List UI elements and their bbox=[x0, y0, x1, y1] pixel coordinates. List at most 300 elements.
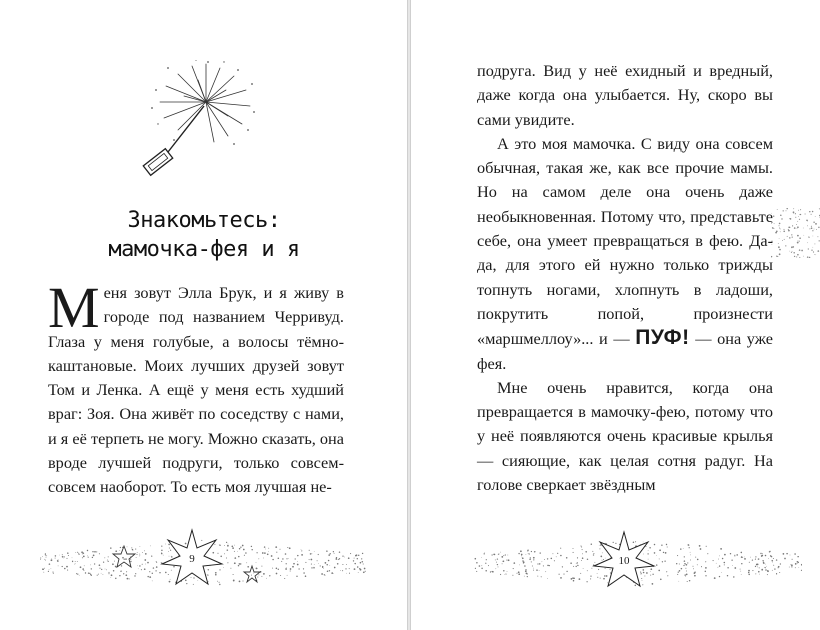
sparkle-dot bbox=[106, 569, 107, 570]
sparkle-dot bbox=[336, 557, 337, 558]
sparkle-dot bbox=[772, 562, 773, 563]
sparkle-dot bbox=[545, 571, 546, 572]
sparkle-dot bbox=[276, 552, 277, 553]
sparkle-dot bbox=[798, 216, 799, 217]
sparkle-dot bbox=[342, 570, 343, 571]
sparkle-dot bbox=[334, 553, 335, 554]
sparkle-dot bbox=[522, 560, 524, 562]
sparkle-dot bbox=[592, 551, 593, 552]
sparkle-dot bbox=[82, 557, 83, 558]
sparkle-dot bbox=[813, 251, 814, 252]
sparkle-dot bbox=[42, 568, 44, 570]
sparkle-dot bbox=[64, 556, 65, 557]
sparkle-dot bbox=[788, 230, 790, 232]
sparkle-dot bbox=[165, 572, 167, 574]
sparkle-dot bbox=[311, 567, 312, 568]
sparkle-dot bbox=[783, 210, 784, 211]
sparkle-dot bbox=[544, 559, 545, 560]
sparkle-dot bbox=[597, 573, 598, 574]
sparkle-dot bbox=[687, 562, 688, 563]
sparkle-dot bbox=[264, 546, 265, 547]
sparkle-dot bbox=[120, 547, 121, 548]
sparkle-dot bbox=[688, 544, 689, 545]
sparkle-dot bbox=[43, 572, 44, 573]
sparkle-dot bbox=[599, 548, 600, 549]
sparkle-dot bbox=[814, 243, 815, 244]
sparkle-dot bbox=[577, 562, 578, 563]
sparkle-dot bbox=[239, 563, 241, 565]
sparkle-dot bbox=[502, 563, 503, 564]
sparkle-dot bbox=[68, 555, 69, 556]
sparkle-dot bbox=[773, 565, 774, 566]
sparkle-dot bbox=[161, 550, 162, 551]
sparkle-dot bbox=[45, 553, 46, 554]
sparkle-dot bbox=[809, 257, 810, 258]
sparkle-dot bbox=[227, 549, 229, 551]
sparkle-dot bbox=[690, 552, 691, 553]
sparkle-dot bbox=[720, 548, 722, 550]
sparkle-dot bbox=[303, 572, 305, 574]
sparkle-dot bbox=[605, 558, 606, 559]
sparkle-dot bbox=[115, 550, 117, 552]
sparkle-dot bbox=[193, 577, 194, 578]
sparkle-dot bbox=[641, 573, 642, 574]
sparkle-dot bbox=[278, 558, 280, 560]
sparkle-dot bbox=[811, 250, 812, 251]
sparkle-dot bbox=[82, 568, 84, 570]
sparkle-dot bbox=[141, 569, 142, 570]
sparkle-dot bbox=[699, 545, 701, 547]
sparkle-dot bbox=[519, 565, 520, 566]
sparkle-dot bbox=[779, 572, 780, 573]
sparkle-dot bbox=[340, 570, 341, 571]
sparkle-dot bbox=[573, 552, 574, 553]
sparkle-dot bbox=[722, 558, 724, 560]
sparkle-dot bbox=[251, 575, 252, 576]
sparkle-dot bbox=[652, 574, 653, 575]
sparkle-dot bbox=[234, 562, 236, 564]
sparkle-dot bbox=[506, 574, 507, 575]
sparkle-dot bbox=[689, 547, 690, 548]
sparkle-dot bbox=[801, 570, 802, 571]
sparkle-dot bbox=[239, 581, 241, 583]
sparkle-dot bbox=[585, 551, 587, 553]
sparkle-dot bbox=[507, 555, 508, 556]
sparkle-dot bbox=[97, 575, 98, 576]
sparkle-dot bbox=[526, 554, 527, 555]
sparkle-dot bbox=[724, 554, 726, 556]
sparkle-dot bbox=[772, 560, 773, 561]
sparkle-dot bbox=[119, 550, 120, 551]
sparkle-dot bbox=[794, 256, 795, 257]
sparkle-dot bbox=[540, 552, 541, 553]
sparkle-dot bbox=[333, 551, 334, 552]
sparkle-dot bbox=[776, 573, 777, 574]
sparkle-dot bbox=[49, 563, 51, 565]
sparkle-dot bbox=[803, 256, 804, 257]
sparkle-dot bbox=[217, 581, 218, 582]
sparkle-dot bbox=[758, 571, 760, 573]
sparkle-dot bbox=[524, 565, 526, 567]
sparkle-dot bbox=[683, 565, 684, 566]
sparkle-dot bbox=[750, 557, 751, 558]
sparkle-dot bbox=[292, 566, 294, 568]
sparkle-dot bbox=[110, 577, 111, 578]
sparkle-dot bbox=[219, 544, 220, 545]
sparkle-dot bbox=[666, 544, 667, 545]
sparkle-dot bbox=[662, 561, 663, 562]
sparkle-dot bbox=[607, 582, 608, 583]
sparkle-dot bbox=[606, 575, 608, 577]
sparkle-dot bbox=[77, 561, 78, 562]
sparkle-dot bbox=[247, 566, 249, 568]
sparkle-dot bbox=[156, 562, 157, 563]
sparkle-dot bbox=[789, 251, 790, 252]
sparkle-dot bbox=[168, 574, 169, 575]
sparkle-dot bbox=[817, 250, 819, 252]
sparkle-dot bbox=[520, 550, 522, 552]
sparkle-dot bbox=[755, 573, 756, 574]
sparkle-dot bbox=[732, 565, 733, 566]
sparkle-dot bbox=[797, 254, 799, 256]
sparkle-dot bbox=[212, 552, 214, 554]
sparkle-dot bbox=[604, 575, 605, 576]
sparkle-dot bbox=[774, 223, 775, 224]
sparkle-dot bbox=[797, 242, 799, 244]
sparkle-dot bbox=[590, 575, 591, 576]
sparkle-dot bbox=[239, 548, 240, 549]
sparkle-dot bbox=[719, 556, 720, 557]
sparkle-dot bbox=[706, 546, 707, 547]
sparkle-dot bbox=[103, 561, 104, 562]
sparkle-dot bbox=[88, 557, 89, 558]
sparkle-dot bbox=[490, 571, 491, 572]
sparkle-dot bbox=[297, 564, 299, 566]
sparkle-dot bbox=[683, 548, 684, 549]
sparkle-dot bbox=[486, 559, 487, 560]
sparkle-dot bbox=[323, 568, 324, 569]
sparkle-dot bbox=[760, 553, 761, 554]
sparkle-dot bbox=[705, 571, 706, 572]
sparkle-dot bbox=[560, 577, 562, 579]
sparkle-dot bbox=[290, 570, 291, 571]
sparkle-dot bbox=[232, 547, 234, 549]
sparkle-dot bbox=[101, 573, 102, 574]
sparkle-dot bbox=[762, 553, 763, 554]
sparkle-dot bbox=[227, 562, 228, 563]
sparkle-dot bbox=[105, 569, 106, 570]
sparkle-dot bbox=[285, 568, 287, 570]
sparkle-dot bbox=[610, 572, 611, 573]
sparkle-dot bbox=[598, 569, 599, 570]
sparkle-dot bbox=[98, 574, 99, 575]
sparkle-dot bbox=[281, 561, 282, 562]
sparkle-dot bbox=[258, 574, 259, 575]
sparkle-dot bbox=[537, 576, 538, 577]
sparkle-dot bbox=[66, 566, 68, 568]
sparkle-dot bbox=[784, 558, 786, 560]
sparkle-dot bbox=[476, 571, 477, 572]
sparkle-dot bbox=[793, 213, 794, 214]
sparkle-dot bbox=[326, 550, 328, 552]
sparkle-dot bbox=[96, 551, 97, 552]
sparkle-dot bbox=[301, 550, 302, 551]
sparkle-dot bbox=[600, 556, 602, 558]
sparkle-dot bbox=[556, 556, 557, 557]
sparkle-dot bbox=[329, 565, 330, 566]
sparkle-dot bbox=[226, 557, 227, 558]
sparkle-dot bbox=[44, 568, 45, 569]
sparkle-dot bbox=[780, 231, 781, 232]
sparkle-dot bbox=[349, 573, 350, 574]
sparkle-dot bbox=[208, 569, 209, 570]
sparkle-dot bbox=[541, 576, 542, 577]
sparkle-dot bbox=[55, 555, 57, 557]
sparkle-dot bbox=[784, 239, 785, 240]
sparkle-dot bbox=[289, 547, 291, 549]
sparkle-dot bbox=[684, 560, 686, 562]
sparkle-dot bbox=[269, 575, 270, 576]
sparkle-dot bbox=[99, 553, 100, 554]
sparkle-dot bbox=[687, 581, 688, 582]
sparkle-dot bbox=[714, 577, 716, 579]
sparkle-dot bbox=[77, 573, 78, 574]
sparkle-dot bbox=[357, 558, 358, 559]
sparkle-dot bbox=[305, 575, 307, 577]
sparkle-dot bbox=[83, 556, 85, 558]
sparkle-dot bbox=[641, 578, 642, 579]
sparkle-dot bbox=[170, 579, 171, 580]
sparkle-dot bbox=[794, 227, 796, 229]
sparkle-dot bbox=[475, 568, 476, 569]
sparkle-dot bbox=[92, 557, 93, 558]
sparkle-dot bbox=[280, 549, 281, 550]
sparkle-dot bbox=[769, 551, 770, 552]
sparkle-dot bbox=[530, 557, 531, 558]
sparkle-dot bbox=[361, 558, 362, 559]
sparkle-dot bbox=[785, 245, 786, 246]
sparkle-dot bbox=[293, 563, 295, 565]
sparkle-dot bbox=[633, 542, 635, 544]
sparkle-dot bbox=[799, 219, 800, 220]
sparkle-dot bbox=[342, 564, 343, 565]
sparkle-dot bbox=[603, 559, 604, 560]
sparkle-dot bbox=[727, 575, 728, 576]
sparkle-dot bbox=[321, 573, 323, 575]
sparkle-dot bbox=[522, 557, 523, 558]
sparkle-dot bbox=[169, 581, 171, 583]
sparkle-dot bbox=[680, 548, 681, 549]
sparkle-dot bbox=[646, 546, 647, 547]
sparkle-dot bbox=[648, 550, 649, 551]
sparkle-dot bbox=[320, 565, 321, 566]
sparkle-dot bbox=[152, 581, 153, 582]
sparkle-dot bbox=[654, 544, 656, 546]
sparkle-dot bbox=[583, 568, 584, 569]
sparkle-dot bbox=[779, 249, 781, 251]
sparkle-dot bbox=[808, 248, 809, 249]
chapter-title-line-2: мамочка-фея и я bbox=[108, 237, 300, 262]
sparkle-dot bbox=[757, 564, 759, 566]
sparkle-dot bbox=[354, 563, 355, 564]
sparkle-dot bbox=[718, 567, 719, 568]
sparkle-dot bbox=[573, 578, 574, 579]
sparkle-dot bbox=[149, 571, 150, 572]
sparkle-dot bbox=[807, 256, 809, 258]
sparkle-dot bbox=[563, 574, 564, 575]
sparkle-dot bbox=[772, 570, 773, 571]
sparkle-dot bbox=[251, 546, 252, 547]
sparkle-dot bbox=[169, 547, 170, 548]
sparkle-dot bbox=[649, 547, 651, 549]
sparkle-dot bbox=[818, 227, 819, 228]
sparkle-dot bbox=[793, 252, 795, 254]
sparkle-dot bbox=[776, 231, 778, 233]
sparkle-dot bbox=[590, 578, 591, 579]
sparkle-dot bbox=[539, 563, 541, 565]
sparkle-dot bbox=[582, 549, 583, 550]
sparkle-dot bbox=[67, 552, 69, 554]
sparkle-dot bbox=[185, 543, 187, 545]
sparkle-dot bbox=[815, 216, 816, 217]
sparkle-dot bbox=[779, 223, 781, 225]
sparkle-dot bbox=[788, 226, 790, 228]
sparkle-dot bbox=[271, 555, 273, 557]
sparkle-dot bbox=[266, 578, 267, 579]
sparkle-dot bbox=[799, 237, 801, 239]
sparkle-dot bbox=[267, 553, 269, 555]
sparkle-dot bbox=[573, 580, 575, 582]
drop-cap: М bbox=[48, 275, 100, 340]
sparkle-dot bbox=[286, 563, 287, 564]
sparkle-dot bbox=[516, 573, 517, 574]
right-page-text bbox=[477, 59, 773, 497]
sparkle-dot bbox=[215, 574, 217, 576]
sparkle-dot bbox=[793, 208, 794, 209]
sparkle-dot bbox=[602, 553, 603, 554]
sparkle-dot bbox=[220, 556, 222, 558]
sparkle-dot bbox=[224, 553, 225, 554]
sparkle-dot bbox=[171, 570, 172, 571]
sparkle-dot bbox=[318, 563, 319, 564]
sparkle-dot bbox=[773, 215, 774, 216]
sparkle-dot bbox=[798, 210, 799, 211]
sparkle-dot bbox=[512, 575, 513, 576]
sparkle-dot bbox=[597, 577, 598, 578]
sparkle-dot bbox=[793, 211, 795, 213]
sparkle-dot bbox=[326, 564, 327, 565]
sparkle-dot bbox=[733, 576, 734, 577]
sparkle-dot bbox=[504, 574, 505, 575]
sparkle-dot bbox=[790, 564, 791, 565]
sparkle-dot bbox=[348, 557, 350, 559]
sparkle-dot bbox=[801, 564, 802, 566]
sparkle-dot bbox=[130, 561, 131, 562]
sparkle-dot bbox=[104, 557, 105, 558]
sparkle-dot bbox=[610, 569, 611, 570]
sparkle-dot bbox=[776, 559, 777, 560]
sparkle-dot bbox=[76, 573, 77, 574]
sparkle-dot bbox=[256, 552, 257, 553]
sparkle-dot bbox=[476, 562, 478, 564]
sparkle-dot bbox=[635, 541, 636, 542]
sparkle-dot bbox=[518, 573, 520, 575]
sparkle-dot bbox=[752, 559, 753, 560]
sparkle-dot bbox=[774, 568, 775, 569]
sparkle-dot bbox=[679, 564, 680, 565]
sparkle-dot bbox=[139, 554, 140, 555]
sparkle-dot bbox=[697, 559, 699, 561]
sparkle-dot bbox=[354, 558, 355, 559]
sparkle-dot bbox=[807, 242, 808, 243]
sparkle-dot bbox=[761, 569, 763, 571]
sparkle-dot bbox=[782, 240, 783, 241]
sparkle-dot bbox=[161, 545, 162, 546]
sparkle-dot bbox=[547, 558, 548, 559]
sparkle-dot bbox=[779, 238, 780, 239]
sparkle-dot bbox=[324, 574, 325, 575]
sparkle-dot bbox=[721, 572, 722, 573]
sparkle-dot bbox=[579, 578, 581, 580]
sparkle-dot bbox=[488, 565, 489, 566]
sparkle-dot bbox=[297, 555, 298, 556]
sparkle-dot bbox=[741, 574, 742, 575]
sparkle-dot bbox=[137, 565, 138, 566]
sparkle-dot bbox=[145, 564, 146, 565]
sparkle-dot bbox=[284, 578, 285, 579]
sparkle-dot bbox=[214, 544, 215, 545]
sparkle-dot bbox=[138, 568, 139, 569]
sparkle-dot bbox=[686, 574, 688, 576]
sparkle-dot bbox=[748, 570, 750, 572]
sparkle-dot bbox=[359, 568, 360, 569]
sparkle-dot bbox=[125, 574, 127, 576]
sparkle-dot bbox=[759, 567, 760, 568]
chapter-title bbox=[0, 206, 408, 264]
sparkle-dot bbox=[265, 549, 266, 550]
sparkle-dot bbox=[705, 561, 706, 562]
sparkle-dot bbox=[525, 569, 526, 570]
sparkle-dot bbox=[773, 228, 774, 229]
sparkle-dot bbox=[201, 540, 202, 541]
sparkle-dot bbox=[740, 571, 741, 572]
sparkle-dot bbox=[684, 563, 685, 564]
sparkle-dot bbox=[779, 225, 780, 226]
sparkle-dot bbox=[67, 570, 68, 571]
sparkle-dot bbox=[797, 556, 798, 557]
sparkle-dot bbox=[280, 575, 281, 576]
sparkle-dot bbox=[80, 566, 82, 568]
sparkle-dot bbox=[286, 567, 287, 568]
sparkle-dot bbox=[748, 574, 750, 576]
sparkle-dot bbox=[74, 564, 75, 565]
sparkle-dot bbox=[808, 237, 809, 238]
sparkle-dot bbox=[64, 558, 65, 559]
sparkle-dot bbox=[144, 550, 145, 551]
sparkle-dot bbox=[798, 241, 799, 242]
sparkle-dot bbox=[66, 558, 67, 559]
sparkle-dot bbox=[142, 564, 143, 565]
sparkle-dot bbox=[362, 561, 364, 563]
sparkle-dot bbox=[49, 569, 50, 570]
sparkle-dot bbox=[647, 553, 648, 554]
sparkle-dot bbox=[329, 570, 330, 571]
sparkle-dot bbox=[349, 568, 350, 569]
sparkle-dot bbox=[500, 552, 501, 553]
sparkle-dot bbox=[513, 562, 515, 564]
sparkle-dot bbox=[79, 575, 80, 576]
sparkle-dot bbox=[51, 568, 52, 569]
